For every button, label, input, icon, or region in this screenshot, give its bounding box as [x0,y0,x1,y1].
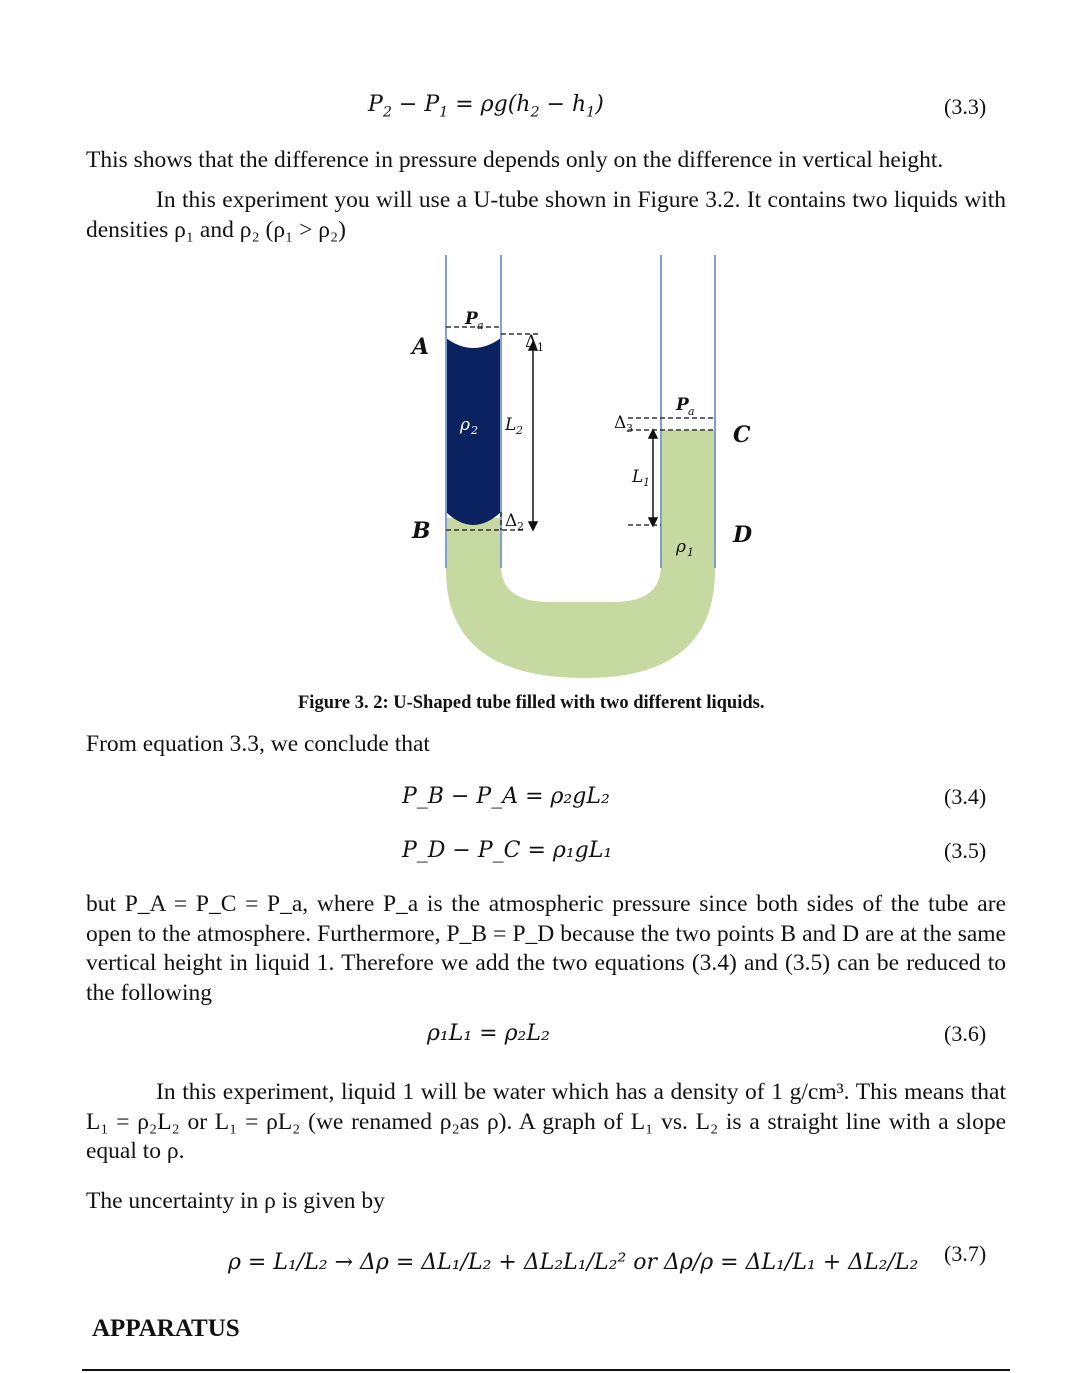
u-tube-figure [380,250,780,690]
equation-3-3: $P_2 - P_1 = \rho g(h_2 - h_1)$ [368,92,604,121]
equation-number-3-6: (3.6) [944,1021,987,1046]
label-rho2-sub: 2 [471,424,478,437]
label-l1: L [632,467,644,487]
equation-3-7: ρ = L₁/L₂ → Δρ = ΔL₁/L₂ + ΔL₂L₁/L₂² or Δρ/ρ = ΔL₁/L₁ + ΔL₂/L₂ [228,1250,919,1275]
equation-number-3-3: (3.3) [944,94,987,119]
equation-number-3-7: (3.7) [944,1241,987,1266]
label-delta1-sub: 1 [537,341,544,354]
label-l2: L [505,415,517,435]
label-pa-left-sub: a [477,319,484,332]
label-rho1-sub: 1 [687,546,694,559]
label-delta2-sub: 2 [517,520,524,533]
label-b: B [412,518,431,544]
label-pa-right-sub: a [688,405,695,418]
label-delta3: Δ [614,413,627,433]
equation-number-3-5: (3.5) [944,838,987,863]
label-delta1: Δ [525,332,538,352]
text-pressure-height: This shows that the difference in pressure depends only on the difference in vertical height. [86,147,944,173]
label-a: A [412,334,430,360]
equation-number-3-4: (3.4) [944,784,987,809]
label-rho2: ρ [460,415,470,435]
label-pa-left: P [465,309,478,329]
bottom-rule [82,1369,1010,1371]
label-rho1: ρ [676,537,686,557]
text-atmospheric: but P_A = P_C = P_a, where P_a is the atmospheric pressure since both sides of the tube are open to the atmosphere. Furthermore, P_B = P_D because the two points B and D are at the same vertical height in liquid 1. Therefore we add the two equations (3.4) and (3.5) can be reduced to the following [86,891,1006,1006]
heading-apparatus: APPARATUS [92,1315,240,1342]
figure-caption: Figure 3. 2: U-Shaped tube filled with two different liquids. [298,693,765,713]
label-delta3-sub: 3 [626,422,633,435]
label-pa-right: P [676,395,689,415]
text-utube-intro: In this experiment you will use a U-tube shown in Figure 3.2. It contains two liquids with densities ρ₁ and ρ₂ (ρ₁ > ρ₂) [86,187,1006,243]
text-uncertainty: The uncertainty in ρ is given by [86,1188,385,1214]
equation-3-5: P_D − P_C = ρ₁gL₁ [402,838,613,863]
equation-3-6: ρ₁L₁ = ρ₂L₂ [427,1021,550,1046]
text-conclude: From equation 3.3, we conclude that [86,731,430,757]
label-l2-sub: 2 [516,424,523,437]
text-water: In this experiment, liquid 1 will be water which has a density of 1 g/cm³. This means that L₁ = ρ₂L₂ or L₁ = ρL₂ (we renamed ρ₂as ρ). A graph of L₁ vs. L₂ is a straight line with a slope equal to ρ. [86,1079,1006,1164]
label-l1-sub: 1 [643,476,650,489]
label-c: C [733,422,751,448]
label-d: D [733,522,753,548]
label-delta2: Δ [505,511,518,531]
equation-3-4: P_B − P_A = ρ₂gL₂ [402,784,610,809]
